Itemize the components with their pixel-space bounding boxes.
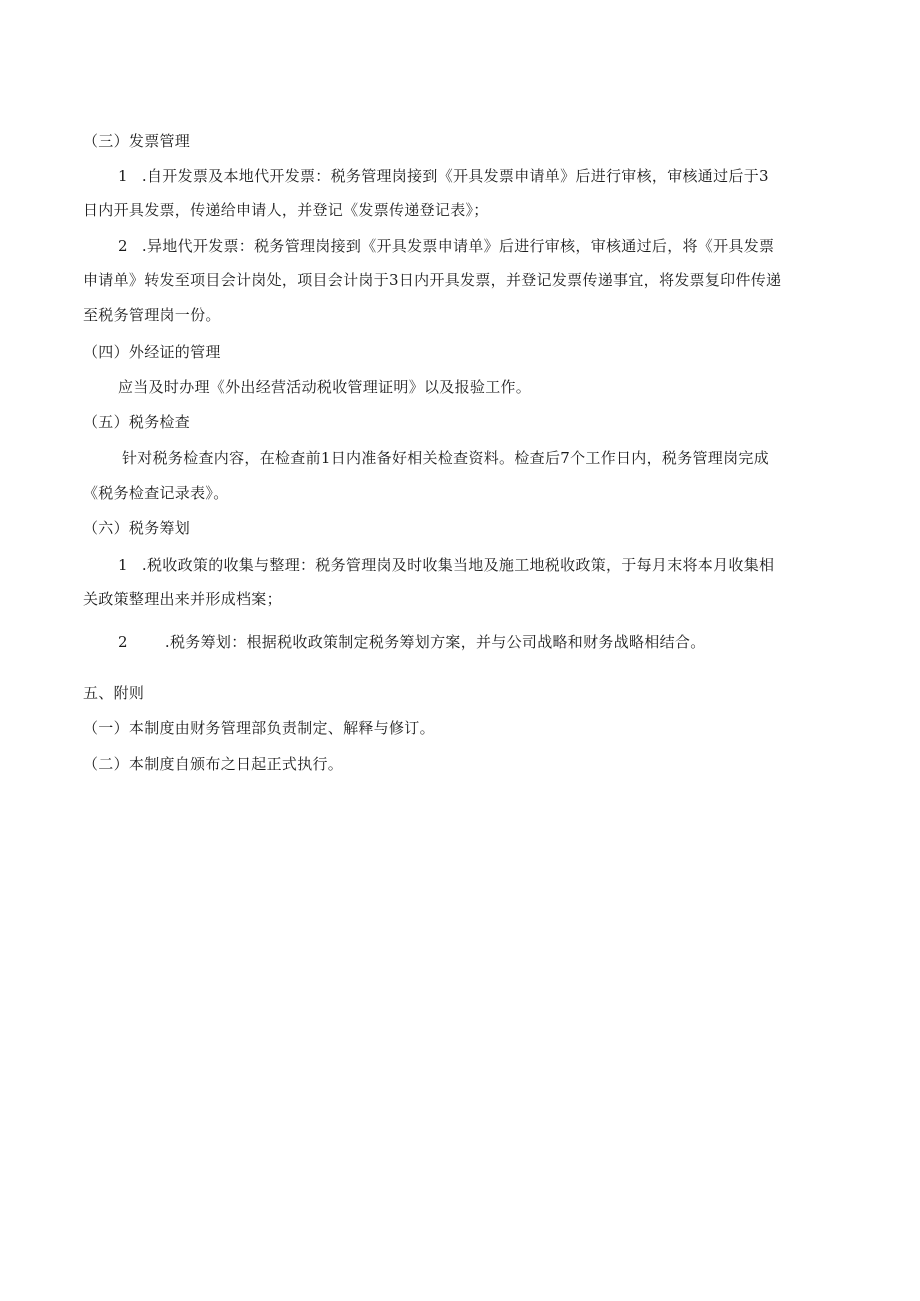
item-text: .税收政策的收集与整理：税务管理岗及时收集当地及施工地税收政策，于每月末将本月收集相 [141, 556, 775, 574]
section-heading-invoice: （三）发票管理 [83, 132, 191, 150]
tax-inspection-body-line-2: 《税务检查记录表》。 [83, 484, 229, 502]
invoice-item-2-line-3: 至税务管理岗一份。 [83, 306, 221, 324]
item-number: 1 [118, 167, 128, 185]
tax-planning-item-1-line-1 [118, 555, 774, 575]
tax-inspection-body-line-1: 针对税务检查内容，在检查前1日内准备好相关检查资料。检查后7个工作日内，税务管理岗完成 [122, 449, 769, 467]
section-heading-tax-planning: （六）税务筹划 [83, 519, 191, 537]
section-heading-external-cert: （四）外经证的管理 [83, 343, 221, 361]
item-number: 2 [118, 237, 128, 255]
item-text: .异地代开发票：税务管理岗接到《开具发票申请单》后进行审核，审核通过后，将《开具发票 [141, 237, 775, 255]
invoice-item-1-line-1 [118, 166, 769, 186]
invoice-item-1-line-2: 日内开具发票，传递给申请人，并登记《发票传递登记表》； [83, 201, 489, 219]
tax-planning-item-1-line-2: 关政策整理出来并形成档案； [83, 590, 282, 608]
section-heading-tax-inspection: （五）税务检查 [83, 413, 191, 431]
external-cert-body: 应当及时办理《外出经营活动税收管理证明》以及报验工作。 [118, 378, 532, 396]
item-text: .税务筹划：根据税收政策制定税务筹划方案，并与公司战略和财务战略相结合。 [164, 633, 706, 651]
item-text: .自开发票及本地代开发票：税务管理岗接到《开具发票申请单》后进行审核，审核通过后于3 [141, 167, 769, 185]
invoice-item-2-line-2: 申请单》转发至项目会计岗处，项目会计岗于3日内开具发票，并登记发票传递事宜，将发票复印件传递 [83, 271, 782, 289]
tax-planning-item-2-line-1 [118, 632, 706, 652]
item-number: 1 [118, 556, 128, 574]
section-heading-appendix: 五、附则 [83, 684, 145, 702]
appendix-clause-2: （二）本制度自颁布之日起正式执行。 [83, 755, 344, 773]
item-number: 2 [118, 633, 128, 651]
invoice-item-2-line-1 [118, 236, 774, 256]
appendix-clause-1: （一）本制度由财务管理部负责制定、解释与修订。 [83, 719, 435, 737]
